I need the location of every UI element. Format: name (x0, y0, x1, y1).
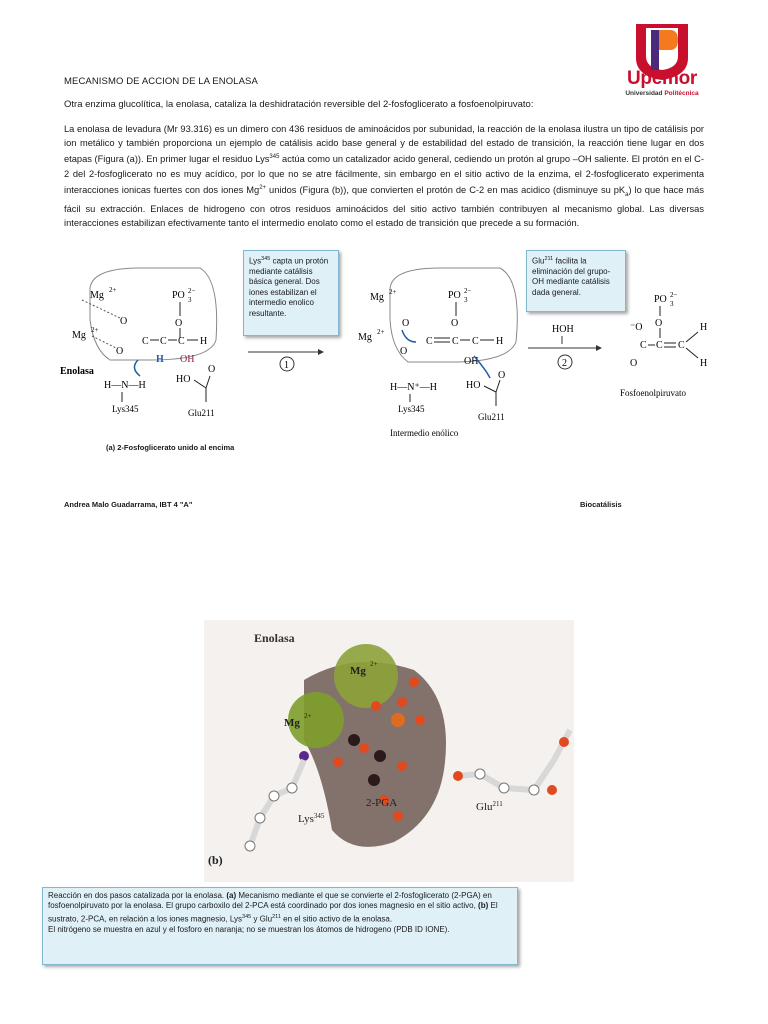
pga-label: 2-PGA (366, 797, 398, 809)
svg-text:OH: OH (464, 356, 479, 367)
svg-text:3: 3 (670, 300, 674, 308)
intro-text: Otra enzima glucolítica, la enolasa, cataliza la deshidratación reversible del 2-fosfoglicerato a fosfoenolpiruvato: (64, 99, 534, 110)
svg-text:H: H (700, 358, 708, 369)
mg-label-1: Mg (90, 290, 104, 301)
svg-text:C: C (640, 340, 647, 351)
svg-text:H—N⁺—H: H—N⁺—H (390, 382, 437, 393)
svg-text:HO: HO (466, 380, 481, 391)
svg-text:C: C (426, 336, 433, 347)
logo-subtitle: Universidad Politécnica (625, 90, 699, 97)
po-label-1: PO (172, 290, 185, 301)
document-title: MECANISMO DE ACCION DE LA ENOLASA (64, 76, 258, 87)
svg-text:2+: 2+ (389, 288, 397, 296)
svg-text:Glu211: Glu211 (188, 408, 215, 418)
svg-text:H: H (200, 336, 208, 347)
figure-a-caption: (a) 2-Fosfoglicerato unido al encima (106, 443, 235, 452)
svg-text:O: O (402, 318, 410, 329)
svg-text:O: O (655, 318, 663, 329)
svg-text:2+: 2+ (370, 660, 378, 668)
svg-text:2−: 2− (464, 287, 472, 295)
intermedio-label: Intermedio enólico (390, 428, 459, 438)
step-2-label: 2 (562, 358, 567, 369)
po-label-2: PO (448, 290, 461, 301)
figure-caption-box: Reacción en dos pasos catalizada por la enolasa. (a) Mecanismo mediante el que se convierte el 2-fosfoglicerato (2-PGA) en fosfoenolpiruvato por la enolasa. El grupo carboxilo del 2-PCA está coordinado por dos iones magnesio en el sitio activo, (b) El sustrato, 2-PCA, en relación a los iones magnesio, Lys$^{345}$ y Glu$^{211}$ en el sitio activo de la enolasa. El nitrógeno se muestra en azul y el fosforo en naranja; no se muestran los átomos de hidrogeno (PDB ID IONE). (42, 887, 518, 965)
lys-b-label: Lys$^{345}$ (298, 812, 325, 825)
svg-text:C: C (142, 336, 149, 347)
mg-b-label-1: Mg (350, 665, 366, 677)
svg-text:O: O (120, 316, 128, 327)
callout-lys345: Lys$^{345}$ capta un protón mediante catálisis básica general. Dos iones estabilizan el intermedio enolico resultante. (243, 250, 339, 336)
svg-text:O: O (400, 346, 408, 357)
footer-course: Biocatálisis (580, 500, 622, 509)
svg-text:2+: 2+ (304, 712, 312, 720)
mg-label-4: Mg (358, 332, 372, 343)
enolasa-b-label: Enolasa (254, 631, 295, 645)
svg-text:H—N—H: H—N—H (104, 380, 146, 391)
svg-text:C: C (678, 340, 685, 351)
molecular-figure-b (204, 620, 574, 882)
mg-b-label-2: Mg (284, 717, 300, 729)
svg-text:2+: 2+ (109, 286, 117, 294)
svg-text:H: H (156, 354, 164, 365)
svg-text:⁻O: ⁻O (630, 322, 643, 333)
step-1-label: 1 (284, 360, 289, 371)
svg-text:PO: PO (654, 294, 667, 305)
svg-text:O: O (175, 318, 183, 329)
fosfoenolpiruvato-label: Fosfoenolpiruvato (620, 388, 686, 398)
svg-text:C: C (160, 336, 167, 347)
svg-text:O: O (451, 318, 459, 329)
mg-label-2: Mg (72, 330, 86, 341)
svg-text:Glu211: Glu211 (478, 412, 505, 422)
svg-text:C: C (472, 336, 479, 347)
body-paragraph: La enolasa de levadura (Mr 93.316) es un dimero con 436 residuos de aminoácidos por subunidad, la reacción de la enolasa ilustra un tipo de catálisis por ion metálico y también proporciona un ejemplo de catálisis acido base general y de estabilidad del estado de transición, la reacción tiene lugar en dos etapas (Figura (a)). En primer lugar el residuo Lys$^{345}$ actúa como un catalizador acido general, cediendo un protón al grupo –OH saliente. El protón en el C-2 del 2-fosfoglicerato no es muy acídico, por lo que no se atre fácilmente, sin embargo en el sitio activo de la enzima, el 2-fosfoglicerato experimenta interacciones ionicas fuertes con dos iones $Mg^{2+}$ unidos (Figura (b)), que convierten el protón de C-2 en mas acidico (disminuye su $pK_a$) lo que hace más fácil su extracción. Enlaces de hidrogeno con otros residuos aminoácidos del sitio activo también contribuyen al mecanismo global. Las diversas interacciones estabilizan efectivamente tanto el intermedio enolato como el estado de transición que precede a su formación. (64, 124, 704, 229)
svg-text:3: 3 (188, 296, 192, 304)
svg-text:Lys345: Lys345 (398, 404, 425, 414)
svg-text:OH: OH (180, 354, 195, 365)
svg-text:O: O (498, 370, 506, 381)
enolasa-label: Enolasa (60, 366, 94, 377)
footer-author: Andrea Malo Guadarrama, IBT 4 "A" (64, 500, 193, 509)
glu-b-label: Glu$^{211}$ (476, 800, 503, 813)
svg-text:2+: 2+ (91, 326, 99, 334)
svg-text:H: H (700, 322, 708, 333)
callout-glu211: Glu$^{211}$ facilita la eliminación del grupo-OH mediante catálisis dada general. (526, 250, 626, 312)
svg-text:O: O (208, 364, 216, 375)
svg-text:O: O (630, 358, 638, 369)
svg-text:C: C (656, 340, 663, 351)
hoh-label: HOH (552, 324, 574, 335)
svg-text:O: O (116, 346, 124, 357)
svg-text:2−: 2− (188, 287, 196, 295)
svg-text:2−: 2− (670, 291, 678, 299)
svg-text:HO: HO (176, 374, 191, 385)
svg-text:2+: 2+ (377, 328, 385, 336)
svg-text:C: C (452, 336, 459, 347)
mg-label-3: Mg (370, 292, 384, 303)
svg-text:Lys345: Lys345 (112, 404, 139, 414)
svg-text:C: C (178, 336, 185, 347)
panel-b-label: (b) (208, 853, 223, 867)
svg-text:H: H (496, 336, 504, 347)
svg-text:3: 3 (464, 296, 468, 304)
logo-brand: Upemor (627, 68, 697, 89)
